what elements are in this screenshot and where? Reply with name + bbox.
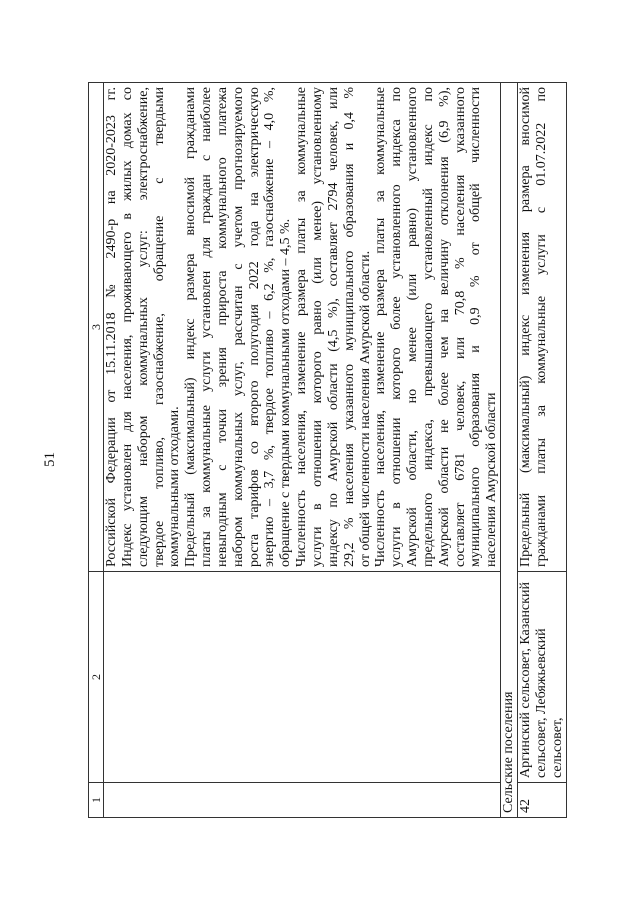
text-line: Предельный (максимальный) индекс размера вносимой гражданами <box>183 87 199 567</box>
text-line: твердое топливо, газоснабжение, обращение с твердыми <box>151 87 167 567</box>
text-line: обращение с твердыми коммунальными отходами – 4,5 %. <box>278 218 294 567</box>
text-line: муниципального образования и 0,9 % от общей численности <box>468 87 484 567</box>
continued-row-description-cell <box>104 83 501 572</box>
continued-row-number-cell <box>104 783 501 818</box>
table-row-42 <box>518 83 567 818</box>
text-line: услуги в отношении которого более установленного индекса по <box>389 87 405 567</box>
text-line: Амурской области не более чем на величину отклонения (6,9 %), <box>436 87 452 567</box>
description-cell <box>518 83 567 572</box>
column-number-3: 3 <box>89 83 104 572</box>
text-line: услуги в отношении которого равно (или менее) установленному <box>309 87 325 567</box>
continued-row <box>104 83 501 818</box>
text-line: набором коммунальных услуг, рассчитан с учетом прогнозируемого <box>230 87 246 567</box>
text-line: роста тарифов со второго полугодия 2022 года на электрическую <box>246 87 262 567</box>
tariff-table <box>88 82 567 818</box>
section-label: Сельские поселения <box>501 83 518 818</box>
text-line: Численность населения, изменение размера платы за коммунальные <box>294 87 310 567</box>
text-line: гражданами платы за коммунальные услуги с 01.07.2022 по <box>533 87 549 567</box>
text-line: невыгодным с точки зрения прироста коммунального платежа <box>214 87 230 567</box>
text-line: составляет 6781 человек, или 70,8 % населения указанного <box>452 87 468 567</box>
text-line: населения Амурской области <box>484 392 500 567</box>
text-line: следующим набором коммунальных услуг: электроснабжение, <box>135 87 151 567</box>
municipality-cell <box>518 572 567 783</box>
continued-row-municipality-cell <box>104 572 501 783</box>
column-number-row <box>89 83 104 818</box>
page-number: 51 <box>42 452 58 467</box>
text-line: 29,2 % населения указанного муниципального образования и 0,4 % <box>341 87 357 567</box>
text-line: энергию – 3,7 %, твердое топливо – 6,2 %, газоснабжение – 4,0 %, <box>262 87 278 567</box>
text-line: Предельный (максимальный) индекс изменения размера вносимой <box>518 87 534 567</box>
text-line: Численность населения, изменение размера платы за коммунальные <box>373 87 389 567</box>
text-line: Российской Федерации от 15.11.2018 № 2490-р на 2020-2023 гг. <box>104 87 119 567</box>
paragraph <box>294 87 373 567</box>
text-line: индексу по Амурской области (4,5 %), составляет 2794 человек, или <box>325 87 341 567</box>
column-number-1: 1 <box>89 783 104 818</box>
text-line: Амурской области, но менее (или равно) установленного <box>405 87 421 567</box>
text-line: Индекс установлен для населения, проживающего в жилых домах со <box>119 87 135 567</box>
text-line: Аргинский сельсовет, Казанский <box>518 582 534 778</box>
column-number-2: 2 <box>89 572 104 783</box>
text-line: от общей численности населения Амурской области. <box>357 250 373 567</box>
row-number: 42 <box>518 783 567 818</box>
paragraph <box>104 87 183 567</box>
text-line: платы за коммунальные услуги установлен для граждан с наиболее <box>199 87 215 567</box>
section-row <box>501 83 518 818</box>
paragraph <box>183 87 294 567</box>
text-line: сельсовет, Лебяжьевский сельсовет, <box>533 628 565 778</box>
text-line: предельного индекса, превышающего установленный индекс по <box>420 87 436 567</box>
text-line: коммунальными отходами. <box>167 406 183 567</box>
paragraph <box>373 87 500 567</box>
